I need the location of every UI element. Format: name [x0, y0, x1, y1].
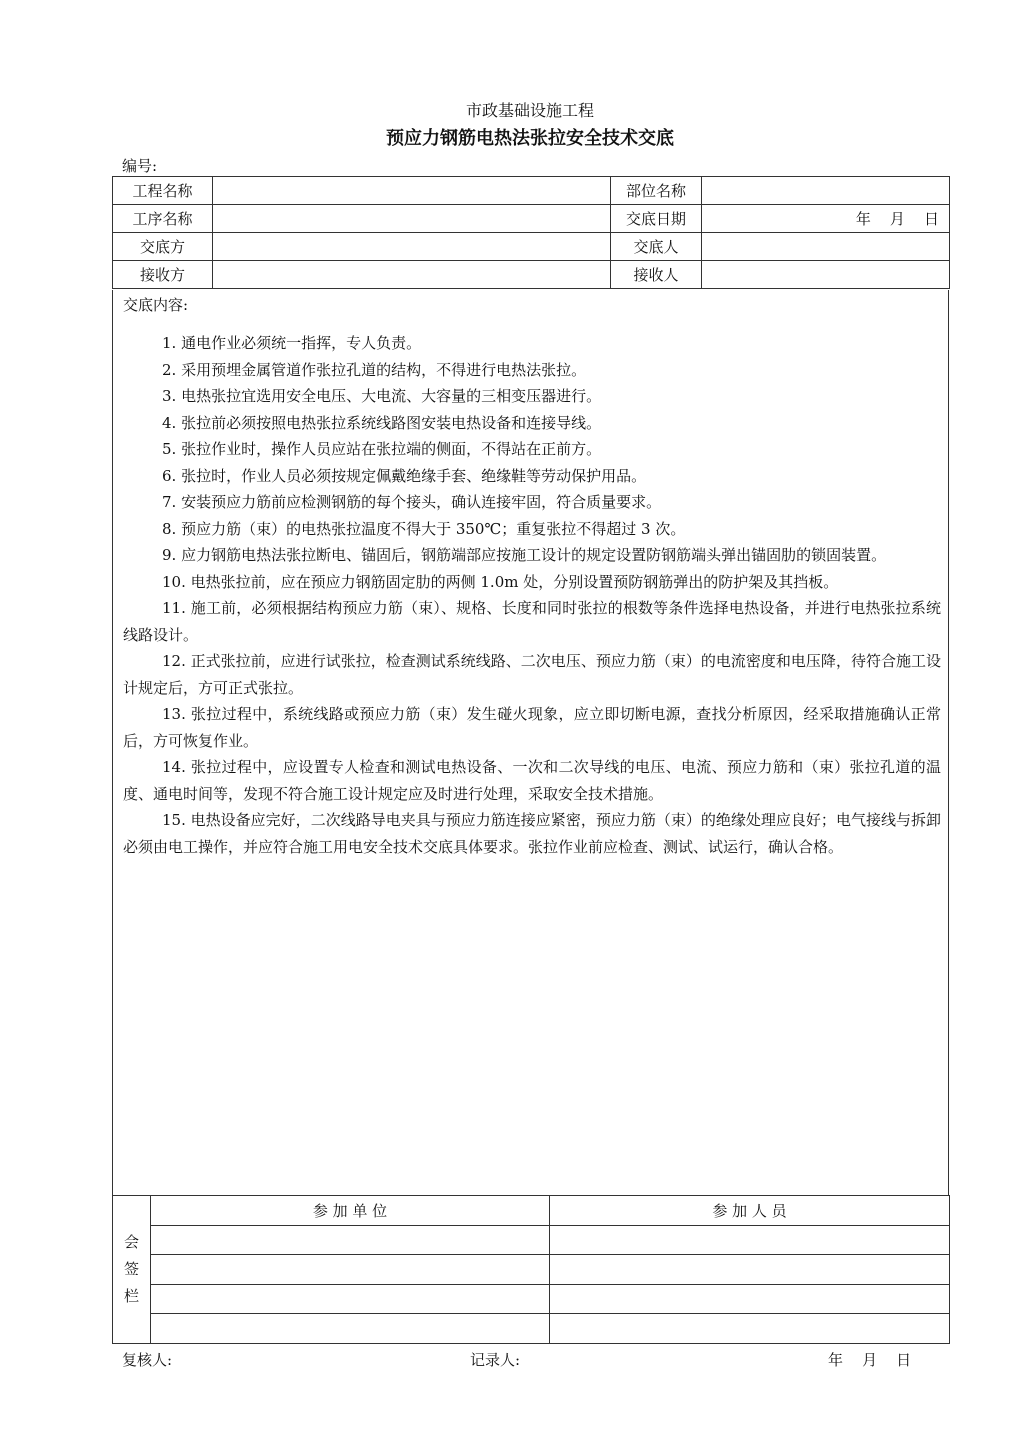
- serial-number-label: 编号:: [122, 157, 158, 175]
- info-row-process: [113, 205, 950, 233]
- participating-person-cell[interactable]: [550, 1225, 950, 1255]
- content-item: 5. 张拉作业时，操作人员应站在张拉端的侧面，不得站在正前方。: [162, 440, 602, 458]
- project-name-label: 工程名称: [113, 177, 213, 205]
- receiver-person-value[interactable]: [702, 261, 950, 289]
- content-item: 7. 安装预应力筋前应检测钢筋的每个接头，确认连接牢固，符合质量要求。: [162, 493, 662, 511]
- participating-unit-cell[interactable]: [151, 1314, 550, 1344]
- content-item: 15. 电热设备应完好，二次线路导电夹具与预应力筋连接应紧密，预应力筋（束）的绝缘处理应良好；电气接线与拆卸必须由电工操作，并应符合施工用电安全技术交底具体要求。张拉作业前应检查、测试、试运行，确认合格。: [123, 811, 941, 856]
- content-item: 13. 张拉过程中，系统线路或预应力筋（束）发生碰火现象，应立即切断电源，查找分析原因，经采取措施确认正常后，方可恢复作业。: [123, 705, 941, 750]
- participating-person-cell[interactable]: [550, 1255, 950, 1285]
- participating-person-cell[interactable]: [550, 1284, 950, 1314]
- content-item: 1. 通电作业必须统一指挥，专人负责。: [162, 334, 422, 352]
- content-item: 4. 张拉前必须按照电热张拉系统线路图安装电热设备和连接导线。: [162, 413, 602, 432]
- document-title: 预应力钢筋电热法张拉安全技术交底: [386, 128, 674, 149]
- participating-unit-header: 参 加 单 位: [151, 1196, 550, 1226]
- disclosure-content-box: [112, 290, 949, 1196]
- signoff-row: [113, 1314, 950, 1344]
- disclosure-date-label: 交底日期: [611, 205, 702, 233]
- participating-unit-cell[interactable]: [151, 1255, 550, 1285]
- receiver-value[interactable]: [213, 261, 611, 289]
- content-item: 14. 张拉过程中，应设置专人检查和测试电热设备、一次和二次导线的电压、电流、预应力筋和（束）张拉孔道的温度、通电时间等，发现不符合施工设计规定应及时进行处理，采取安全技术措施。: [123, 758, 941, 803]
- discloser-label: 交底方: [113, 233, 213, 261]
- signoff-row: [113, 1225, 950, 1255]
- process-name-value[interactable]: [213, 205, 611, 233]
- info-row-receiver: [113, 261, 950, 289]
- content-items: [123, 330, 941, 860]
- footer-date: 年 月 日: [828, 1351, 912, 1369]
- info-table: [112, 176, 950, 289]
- signoff-side-label: 会 签 栏: [113, 1196, 151, 1344]
- reviewer-label: 复核人:: [122, 1351, 173, 1369]
- receiver-label: 接收方: [113, 261, 213, 289]
- discloser-value[interactable]: [213, 233, 611, 261]
- signoff-row: [113, 1284, 950, 1314]
- content-label: 交底内容:: [123, 296, 189, 314]
- participating-unit-cell[interactable]: [151, 1284, 550, 1314]
- content-item: 2. 采用预埋金属管道作张拉孔道的结构，不得进行电热法张拉。: [162, 360, 587, 379]
- disclosure-person-label: 交底人: [611, 233, 702, 261]
- signoff-table: [112, 1195, 950, 1344]
- signoff-header-row: [113, 1196, 950, 1226]
- content-item: 3. 电热张拉宜选用安全电压、大电流、大容量的三相变压器进行。: [162, 387, 602, 405]
- project-name-value[interactable]: [213, 177, 611, 205]
- participating-unit-cell[interactable]: [151, 1225, 550, 1255]
- process-name-label: 工序名称: [113, 205, 213, 233]
- info-row-discloser: [113, 233, 950, 261]
- content-item: 6. 张拉时，作业人员必须按规定佩戴绝缘手套、绝缘鞋等劳动保护用品。: [162, 466, 647, 485]
- signoff-row: [113, 1255, 950, 1285]
- content-item: 11. 施工前，必须根据结构预应力筋（束）、规格、长度和同时张拉的根数等条件选择电热设备，并进行电热张拉系统线路设计。: [123, 599, 941, 644]
- disclosure-date-value[interactable]: 年 月 日: [702, 205, 950, 233]
- content-item: 10. 电热张拉前，应在预应力钢筋固定肋的两侧 1.0m 处，分别设置预防钢筋弹出的防护架及其挡板。: [162, 572, 839, 591]
- participating-person-cell[interactable]: [550, 1314, 950, 1344]
- position-name-label: 部位名称: [611, 177, 702, 205]
- participating-person-header: 参 加 人 员: [550, 1196, 950, 1226]
- recorder-label: 记录人:: [470, 1351, 521, 1369]
- position-name-value[interactable]: [702, 177, 950, 205]
- disclosure-person-value[interactable]: [702, 233, 950, 261]
- document-subtitle: 市政基础设施工程: [465, 101, 594, 120]
- info-row-project: [113, 177, 950, 205]
- content-item: 12. 正式张拉前，应进行试张拉，检查测试系统线路、二次电压、预应力筋（束）的电流密度和电压降，待符合施工设计规定后，方可正式张拉。: [123, 652, 941, 697]
- content-item: 8. 预应力筋（束）的电热张拉温度不得大于 350℃；重复张拉不得超过 3 次。: [162, 519, 686, 538]
- receiver-person-label: 接收人: [611, 261, 702, 289]
- content-item: 9. 应力钢筋电热法张拉断电、锚固后，钢筋端部应按施工设计的规定设置防钢筋端头弹出锚固肋的锁固装置。: [162, 546, 887, 564]
